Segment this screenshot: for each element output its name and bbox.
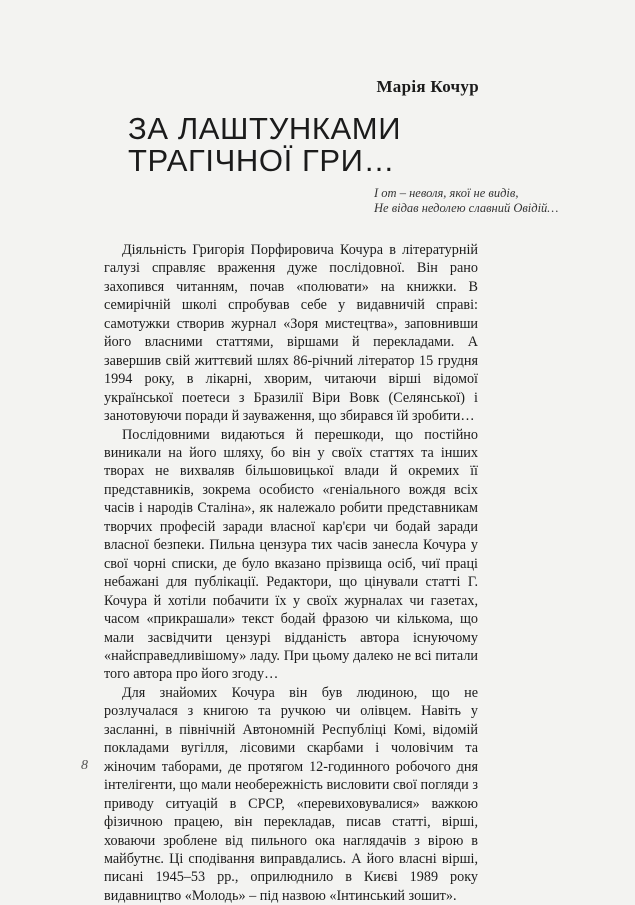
- page-number: 8: [81, 758, 88, 773]
- chapter-title-line-2: ТРАГІЧНОЇ ГРИ…: [128, 143, 396, 178]
- chapter-title-line-1: ЗА ЛАШТУНКАМИ: [128, 111, 402, 146]
- epigraph: [374, 186, 558, 216]
- chapter-title: [128, 113, 401, 177]
- paragraph-3: Для знайомих Кочура він був людиною, що не розлучалася з книгою та ручкою чи олівцем. Навіть у засланні, в північній Автономній Республіці Комі, відомій покладами вугілля, лісовими скарбами і чоловічим та жіночим таборами, де протягом 12-годинного робочого дня інтелігенти, що мали необережність висловити свої погляди з приводу ситуацій в СРСР, «перевиховувалися» важкою фізичною працею, він перекладав, писав статті, вірші, ховаючи зроблене від пильного ока наглядачів з вірою в майбутнє. Ці сподівання виправдались. А його власні вірші, писані 1945–53 рр., оприлюднило в Києві 1989 року видавництво «Молодь» – під назвою «Інтинський зошит».: [104, 684, 478, 904]
- epigraph-line-2: Не відав недолею славний Овідій…: [374, 201, 559, 215]
- body-text: [104, 241, 478, 905]
- paragraph-1: Діяльність Григорія Порфировича Кочура в літературній галузі справляє враження дуже послідовної. Він рано захопився читанням, почав «полювати» на книжки. В семирічній школі спробував себе у видавничій справі: самотужки створив журнал «Зоря мистецтва», заповнивши його власними статтями, віршами й перекладами. А завершив свій життєвий шлях 86-річний літератор 15 грудня 1994 року, в лікарні, хворим, читаючи вірші відомої української поетеси з Бразилії Віри Вовк (Селянської) і занотовуючи поради й зауваження, що збирався їй зробити…: [104, 242, 478, 425]
- author-name: Марія Кочур: [376, 77, 479, 96]
- paragraph-2: Послідовними видаються й перешкоди, що постійно виникали на його шляху, бо він у своїх статтях та інших творах не вихваляв більшовицької влади й окремих її представників, зокрема особисто «геніального вождя всіх часів і народів Сталіна», як належало робити представникам творчих професій заради власної кар'єри чи бодай заради власної безпеки. Пильна цензура тих часів занесла Кочура у свої чорні списки, де було вказано прізвища осіб, чиї праці небажані для публікації. Редактори, що цінували статті Г. Кочура й хотіли побачити їх у своїх журналах чи газетах, часом «прикрашали» текст бодай фразою чи кількома, що мали засвідчити цензурі відданість автора існуючому «найсправедливішому» ладу. При цьому далеко не всі питали того автора про його згоду…: [104, 426, 478, 683]
- epigraph-line-1: І от – неволя, якої не видів,: [374, 186, 519, 200]
